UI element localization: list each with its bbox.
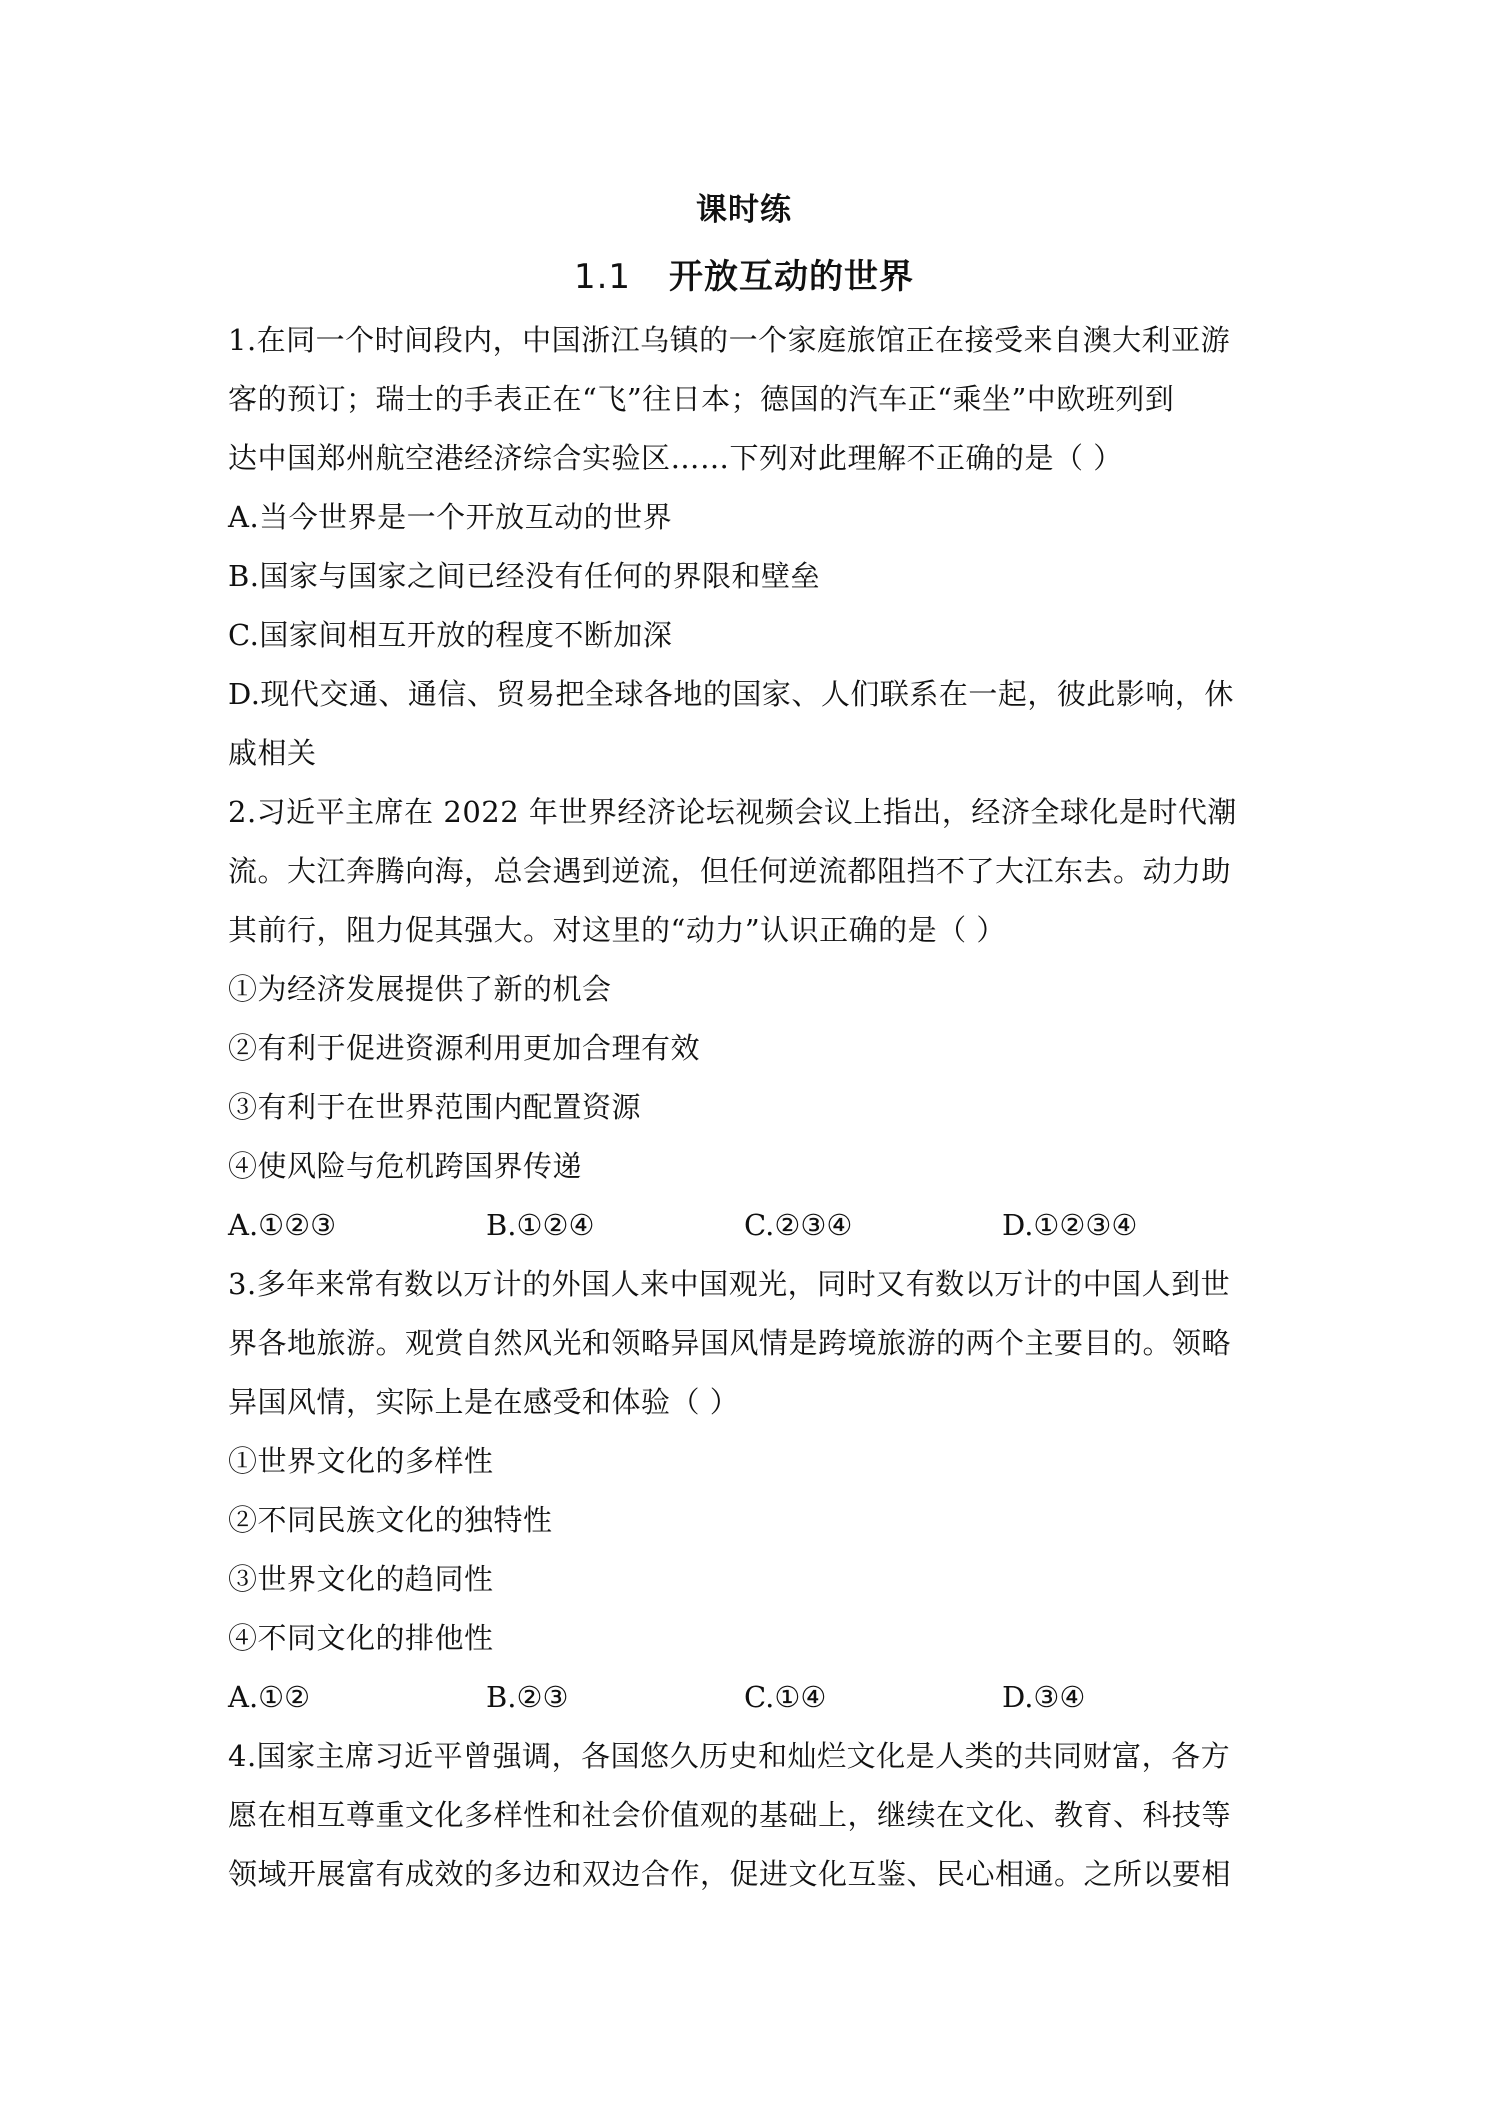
statement-4: ④不同文化的排他性 [228,1621,494,1655]
question-stem-line: 达中国郑州航空港经济综合实验区……下列对此理解不正确的是（ ） [228,441,1123,475]
statement-3: ③世界文化的趋同性 [228,1562,494,1596]
option-a: A.①② [228,1680,311,1714]
question-4 [228,1727,1260,1904]
page-title: 课时练 [696,192,792,228]
option-d: D.③④ [1002,1680,1086,1714]
choice-d: D.现代交通、通信、贸易把全球各地的国家、人们联系在一起，彼此影响，休 [228,677,1234,711]
lesson-number: 1.1 [573,257,632,297]
choice-a: A.当今世界是一个开放互动的世界 [228,500,673,534]
option-b: B.②③ [486,1680,569,1714]
option-b: B.①②④ [486,1208,595,1242]
statement-4: ④使风险与危机跨国界传递 [228,1149,583,1183]
statement-3: ③有利于在世界范围内配置资源 [228,1090,642,1124]
question-stem-line: 4.国家主席习近平曾强调，各国悠久历史和灿烂文化是人类的共同财富，各方 [228,1739,1231,1773]
choice-c: C.国家间相互开放的程度不断加深 [228,618,673,652]
option-d: D.①②③④ [1002,1208,1138,1242]
statement-1: ①为经济发展提供了新的机会 [228,972,612,1006]
question-stem-line: 其前行，阻力促其强大。对这里的“动力”认识正确的是（ ） [228,913,1006,947]
question-3 [228,1255,1260,1727]
choice-b: B.国家与国家之间已经没有任何的界限和壁垒 [228,559,821,593]
statement-1: ①世界文化的多样性 [228,1444,494,1478]
question-2 [228,783,1260,1255]
question-1 [228,311,1260,783]
lesson-heading [0,249,1488,298]
question-stem-line: 客的预订；瑞士的手表正在“飞”往日本；德国的汽车正“乘坐”中欧班列到 [228,382,1175,416]
question-stem-line: 2.习近平主席在 2022 年世界经济论坛视频会议上指出，经济全球化是时代潮 [228,795,1237,829]
question-stem-line: 异国风情，实际上是在感受和体验（ ） [228,1385,740,1419]
question-stem-line: 领域开展富有成效的多边和双边合作，促进文化互鉴、民心相通。之所以要相 [228,1857,1232,1891]
lesson-title: 开放互动的世界 [669,257,915,297]
answer-options [228,1196,1260,1255]
option-c: C.②③④ [744,1208,853,1242]
question-stem-line: 愿在相互尊重文化多样性和社会价值观的基础上，继续在文化、教育、科技等 [228,1798,1232,1832]
question-stem-line: 1.在同一个时间段内，中国浙江乌镇的一个家庭旅馆正在接受来自澳大利亚游 [228,323,1231,357]
choice-d-continued: 戚相关 [228,736,317,770]
statement-2: ②有利于促进资源利用更加合理有效 [228,1031,701,1065]
answer-options [228,1668,1260,1727]
question-list [228,311,1260,1904]
statement-2: ②不同民族文化的独特性 [228,1503,553,1537]
option-a: A.①②③ [228,1208,337,1242]
question-stem-line: 流。大江奔腾向海，总会遇到逆流，但任何逆流都阻挡不了大江东去。动力助 [228,854,1232,888]
question-stem-line: 3.多年来常有数以万计的外国人来中国观光，同时又有数以万计的中国人到世 [228,1267,1231,1301]
question-stem-line: 界各地旅游。观赏自然风光和领略异国风情是跨境旅游的两个主要目的。领略 [228,1326,1232,1360]
option-c: C.①④ [744,1680,827,1714]
